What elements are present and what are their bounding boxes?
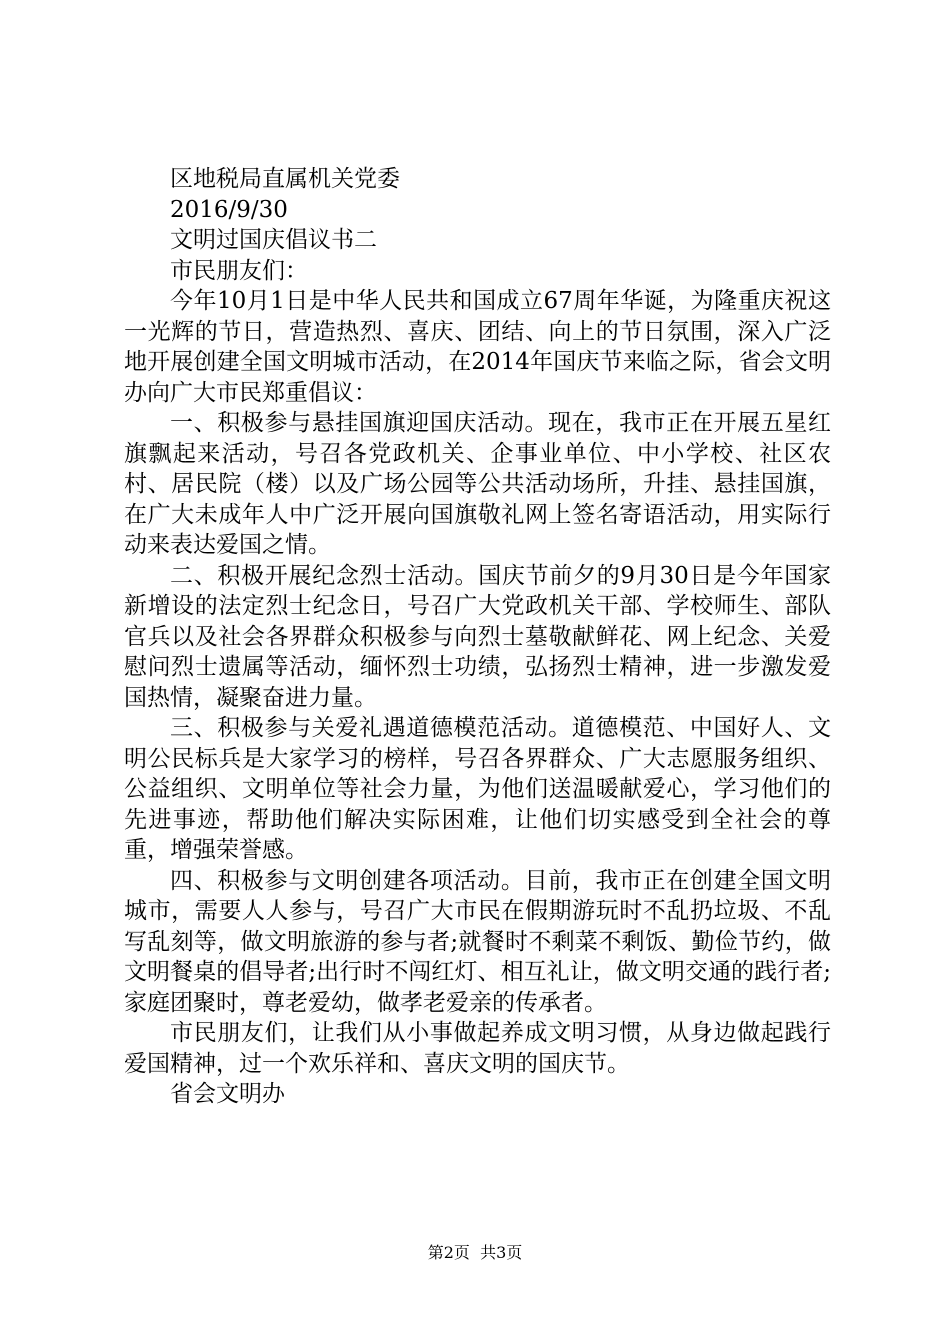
paragraph-3: 三、积极参与关爱礼遇道德模范活动。道德模范、中国好人、文明公民标兵是大家学习的榜样，号召各界群众、广大志愿服务组织、公益组织、文明单位等社会力量，为他们送温暖献爱心，学习他们的先进事迹，帮助他们解决实际困难，让他们切实感受到全社会的尊重，增强荣誉感。: [124, 715, 831, 863]
document-title: 文明过国庆倡议书二: [170, 227, 377, 253]
page-footer: 第2页 共3页: [427, 1243, 523, 1262]
sender-date: 2016/9/30: [170, 196, 288, 223]
paragraph-4: 四、积极参与文明创建各项活动。目前，我市正在创建全国文明城市，需要人人参与，号召广大市民在假期游玩时不乱扔垃圾、不乱写乱刻等，做文明旅游的参与者;就餐时不剩菜不剩饭、勤俭节约，做文明餐桌的倡导者;出行时不闯红灯、相互礼让，做文明交通的践行者;家庭团聚时，尊老爱幼，做孝老爱亲的传承者。: [124, 867, 831, 1016]
sender-org: 区地税局直属机关党委: [170, 166, 400, 192]
paragraph-intro: 今年10月1日是中华人民共和国成立67周年华诞，为隆重庆祝这一光辉的节日，营造热烈、喜庆、团结、向上的节日氛围，深入广泛地开展创建全国文明城市活动，在2014年国庆节来临之际，省会文明办向广大市民郑重倡议：: [124, 288, 831, 406]
salutation: 市民朋友们：: [170, 257, 308, 284]
document-body: [124, 164, 831, 1110]
paragraph-closing: 市民朋友们，让我们从小事做起养成文明习惯，从身边做起践行爱国精神，过一个欢乐祥和、喜庆文明的国庆节。: [124, 1020, 831, 1077]
paragraph-1: 一、积极参与悬挂国旗迎国庆活动。现在，我市正在开展五星红旗飘起来活动，号召各党政机关、企事业单位、中小学校、社区农村、居民院（楼）以及广场公园等公共活动场所，升挂、悬挂国旗，在广大未成年人中广泛开展向国旗敬礼网上签名寄语活动，用实际行动来表达爱国之情。: [124, 410, 831, 558]
signature: 省会文明办: [170, 1081, 285, 1107]
paragraph-2: 二、积极开展纪念烈士活动。国庆节前夕的9月30日是今年国家新增设的法定烈士纪念日，号召广大党政机关干部、学校师生、部队官兵以及社会各界群众积极参与向烈士墓敬献鲜花、网上纪念、关爱慰问烈士遗属等活动，缅怀烈士功绩，弘扬烈士精神，进一步激发爱国热情，凝聚奋进力量。: [124, 562, 831, 711]
